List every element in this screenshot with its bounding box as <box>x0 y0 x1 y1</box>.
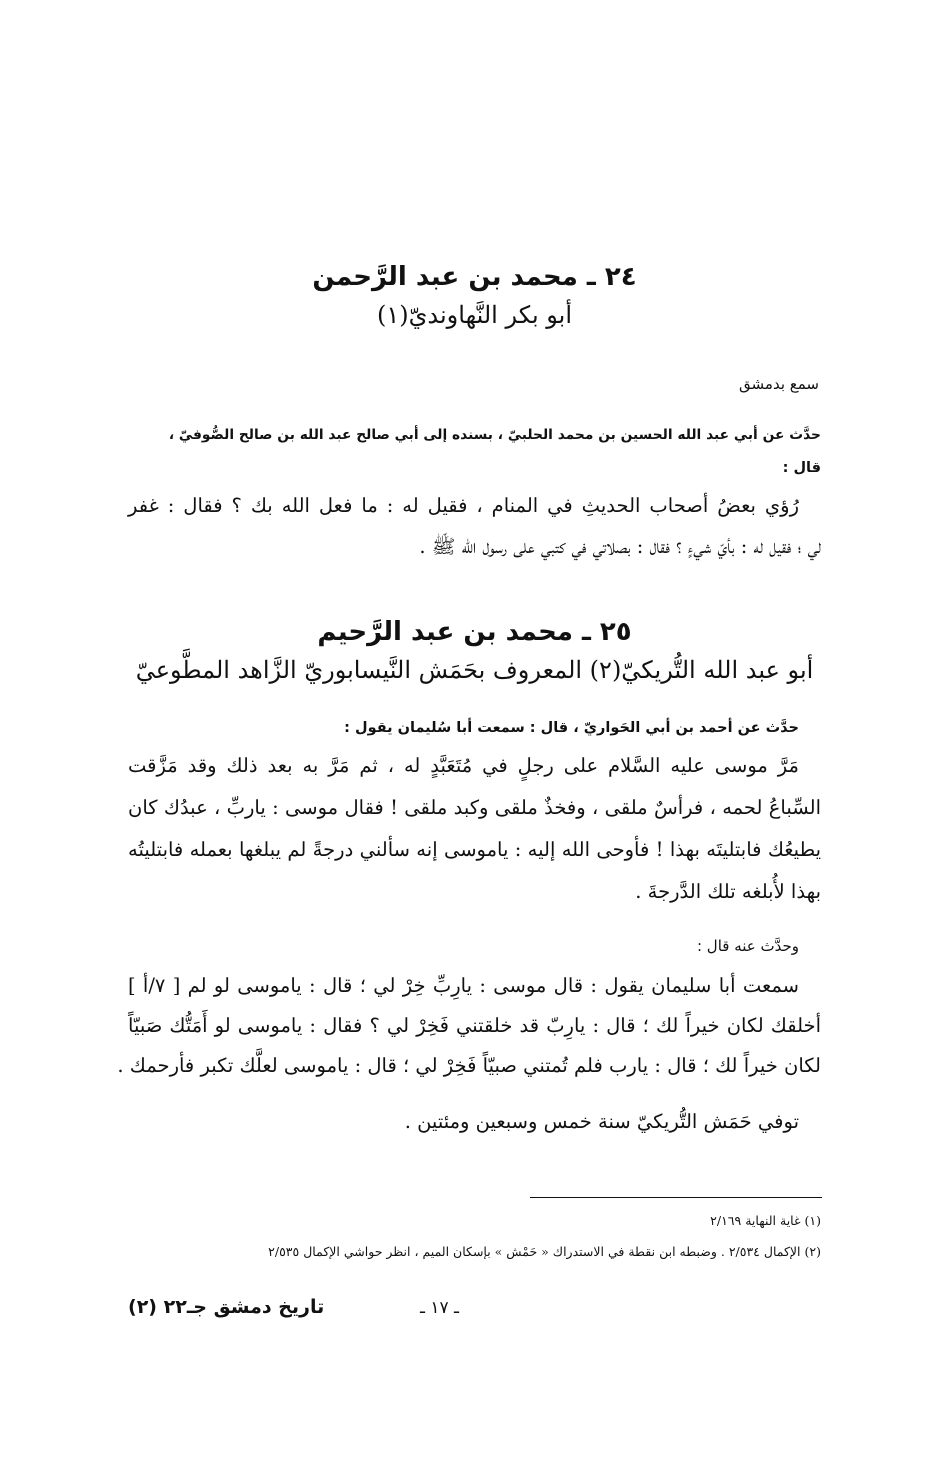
body-text-line: أخلقك لكان خيراً لك ؛ قال : يارِبّ قد خلقتني فَخِرْ لي ؟ فقال : ياموسى لو أَمَتُّك صَبيّاً <box>128 1014 821 1037</box>
narration-said-label: قال : <box>782 460 821 476</box>
entry-25-subtitle: أبو عبد الله التُّريكيّ(٢) المعروف بحَمَش النَّيسابوريّ الزَّاهد المطَّوعيّ <box>135 656 814 684</box>
body-text-line: يطيعُك فابتليتَه بهذا ! فأوحى الله إليه : ياموسى إنه سألني درجةً لم يبلغها بعمله فابتليتُه <box>128 838 821 861</box>
entry-24-title: ٢٤ ـ محمد بن عبد الرَّحمن <box>312 262 637 292</box>
body-text-line: مَرَّ موسى عليه السَّلام على رجلٍ في مُتَعَبَّدٍ له ، ثم مَرَّ به بعد ذلك وقد مَزَّقت <box>128 754 799 777</box>
body-text-line: بهذا لأُبلغه تلك الدَّرجةَ . <box>635 880 821 903</box>
paragraph-heard-in-damascus: سمع بدمشق <box>739 375 819 393</box>
body-text-line: السِّباعُ لحمه ، فرأسٌ ملقى ، وفخذٌ ملقى وكبد ملقى ! فقال موسى : ياربِّ ، عبدُك كان <box>128 796 821 819</box>
body-text-line: توفي حَمَش التُّريكيّ سنة خمس وسبعين ومئتين . <box>404 1110 799 1133</box>
entry-24-subtitle: أبو بكر النَّهاونديّ(١) <box>376 301 573 329</box>
body-text-line: سمعت أبا سليمان يقول : قال موسى : يارِبِّ خِرْ لي ؛ قال : ياموسى لو لم [ ٧/أ ] <box>128 974 799 997</box>
footnote-2: (٢) الإكمال ٢/٥٣٤ . وضبطه ابن نقطة في الاستدراك « حَمْش » بإسكان الميم ، انظر حواشي الإكمال ٢/٥٣٥ <box>268 1244 821 1259</box>
body-text-line: رُؤي بعضُ أصحاب الحديثِ في المنام ، فقيل له : ما فعل الله بك ؟ فقال : غفر <box>128 494 799 517</box>
footnote-1: (١) غاية النهاية ٢/١٦٩ <box>710 1213 821 1228</box>
body-text-line: لي ؛ فقيل له : بأيّ شيءٍ ؟ فقال : بصلاتي في كتبي على رسول الله ﷺ . <box>419 535 821 558</box>
footnote-separator <box>530 1197 822 1198</box>
narration-chain-line: حدَّث عن أبي عبد الله الحسين بن محمد الحلبيّ ، بسنده إلى أبي صالح عبد الله بن صالح الصُّوفيّ ، <box>168 427 821 443</box>
page-number: ـ ١٧ ـ <box>420 1298 460 1318</box>
entry-25-title: ٢٥ ـ محمد بن عبد الرَّحيم <box>317 617 632 647</box>
narration-chain-line: حدَّث عن أحمد بن أبي الحَواريّ ، قال : سمعت أبا سُليمان يقول : <box>344 720 799 736</box>
book-title-footer: تاريخ دمشق جـ٢٢ (٢) <box>128 1296 325 1318</box>
narration-chain-line: وحدَّث عنه قال : <box>696 937 799 955</box>
body-text-line: لكان خيراً لك ؛ قال : يارب فلم تُمتني صبيّاً فَخِرْ لي ؛ قال : ياموسى لعلَّك تكبر فأرحمك . <box>117 1054 821 1077</box>
